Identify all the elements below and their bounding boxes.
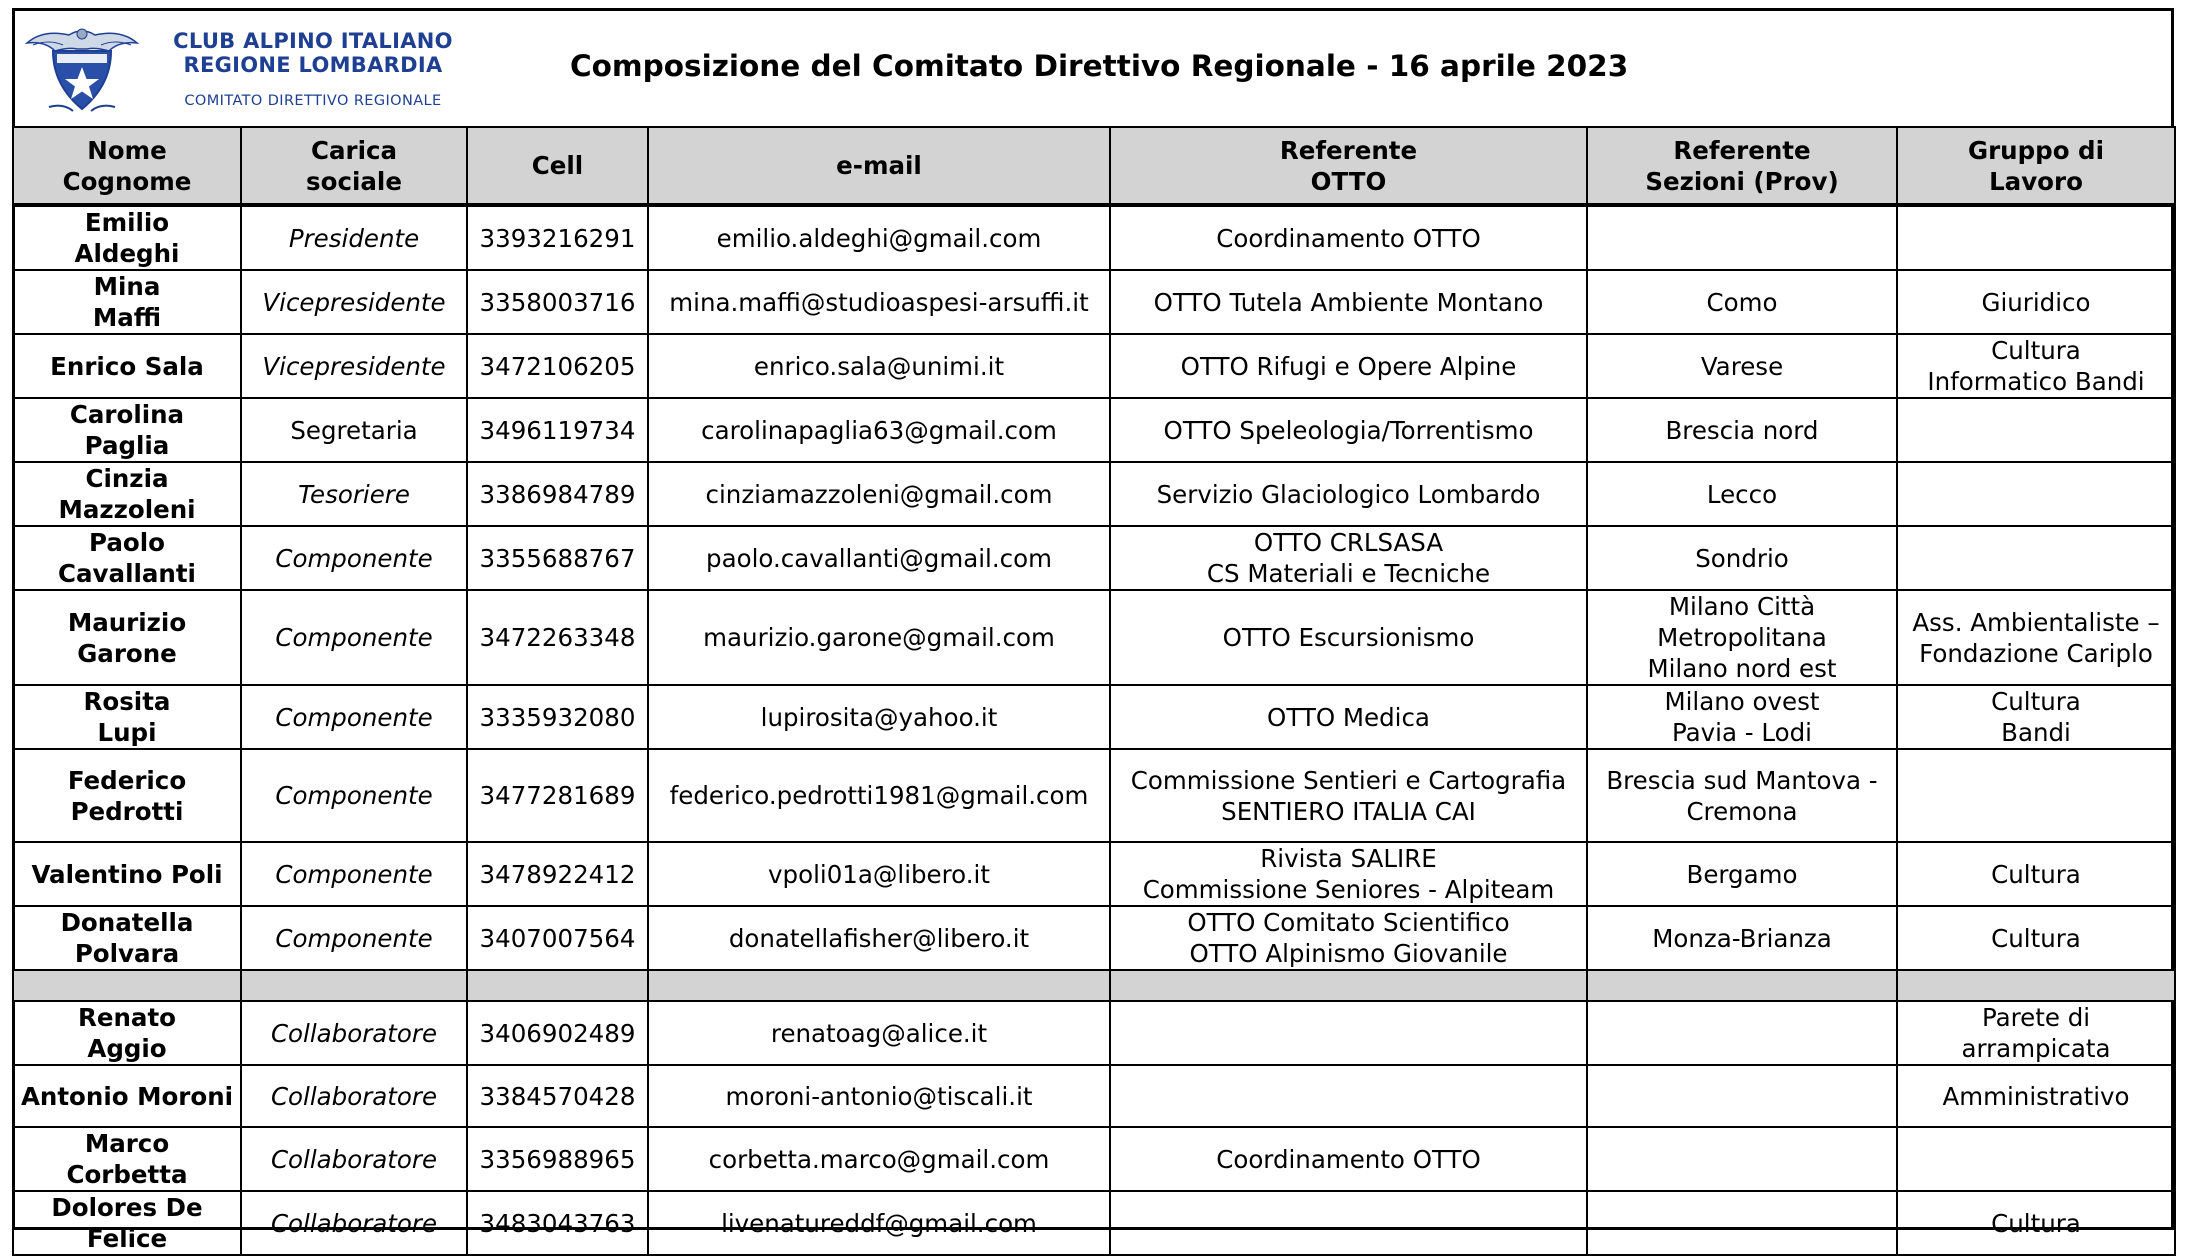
member-email: mina.maffi@studioaspesi-arsuffi.it xyxy=(648,270,1110,334)
member-sezioni: Varese xyxy=(1587,334,1897,398)
member-name: Enrico Sala xyxy=(13,334,241,398)
member-otto: OTTO Tutela Ambiente Montano xyxy=(1110,270,1587,334)
member-sezioni: Sondrio xyxy=(1587,526,1897,590)
column-header-role: Carica sociale xyxy=(241,127,467,205)
table-row xyxy=(13,1127,2175,1191)
column-header-name: Nome Cognome xyxy=(13,127,241,205)
collaborator-gruppo xyxy=(1897,1127,2175,1191)
member-email: carolinapaglia63@gmail.com xyxy=(648,398,1110,462)
collaborator-cell: 3384570428 xyxy=(467,1065,648,1127)
separator-cell xyxy=(1587,970,1897,1001)
member-role: Componente xyxy=(241,906,467,970)
organization-name xyxy=(158,29,468,109)
collaborator-sezioni xyxy=(1587,1191,1897,1255)
collaborator-role: Collaboratore xyxy=(241,1191,467,1255)
table-row xyxy=(13,270,2175,334)
collaborator-otto: Coordinamento OTTO xyxy=(1110,1127,1587,1191)
collaborator-gruppo: Amministrativo xyxy=(1897,1065,2175,1127)
table-row xyxy=(13,842,2175,906)
member-sezioni: Bergamo xyxy=(1587,842,1897,906)
collaborator-sezioni xyxy=(1587,1127,1897,1191)
member-email: federico.pedrotti1981@gmail.com xyxy=(648,749,1110,842)
table-row xyxy=(13,1001,2175,1065)
member-name: Emilio Aldeghi xyxy=(13,205,241,270)
document-sheet xyxy=(12,8,2174,1253)
collaborator-cell: 3483043763 xyxy=(467,1191,648,1255)
collaborator-gruppo: Parete di arrampicata xyxy=(1897,1001,2175,1065)
member-sezioni: Como xyxy=(1587,270,1897,334)
member-otto: OTTO Medica xyxy=(1110,685,1587,749)
collaborator-name: Renato Aggio xyxy=(13,1001,241,1065)
member-otto: Commissione Sentieri e Cartografia SENTIERO ITALIA CAI xyxy=(1110,749,1587,842)
member-gruppo: Ass. Ambientaliste – Fondazione Cariplo xyxy=(1897,590,2175,685)
collaborator-otto xyxy=(1110,1001,1587,1065)
member-role: Componente xyxy=(241,842,467,906)
member-role: Vicepresidente xyxy=(241,270,467,334)
collaborator-name: Marco Corbetta xyxy=(13,1127,241,1191)
member-gruppo xyxy=(1897,398,2175,462)
table-row xyxy=(13,1065,2175,1127)
member-cell: 3472106205 xyxy=(467,334,648,398)
member-email: paolo.cavallanti@gmail.com xyxy=(648,526,1110,590)
collaborator-email: renatoag@alice.it xyxy=(648,1001,1110,1065)
member-role: Presidente xyxy=(241,205,467,270)
org-subtitle: COMITATO DIRETTIVO REGIONALE xyxy=(184,93,442,109)
member-cell: 3335932080 xyxy=(467,685,648,749)
member-gruppo xyxy=(1897,526,2175,590)
member-name: Cinzia Mazzoleni xyxy=(13,462,241,526)
member-cell: 3386984789 xyxy=(467,462,648,526)
collaborator-name: Dolores De Felice xyxy=(13,1191,241,1255)
member-otto: Coordinamento OTTO xyxy=(1110,205,1587,270)
member-gruppo xyxy=(1897,462,2175,526)
org-name-line1: CLUB ALPINO ITALIANO xyxy=(173,29,453,53)
member-email: lupirosita@yahoo.it xyxy=(648,685,1110,749)
member-role: Segretaria xyxy=(241,398,467,462)
member-cell: 3355688767 xyxy=(467,526,648,590)
member-cell: 3393216291 xyxy=(467,205,648,270)
separator-cell xyxy=(241,970,467,1001)
member-gruppo: Cultura Bandi xyxy=(1897,685,2175,749)
column-header-gruppo: Gruppo di Lavoro xyxy=(1897,127,2175,205)
collaborator-cell: 3356988965 xyxy=(467,1127,648,1191)
column-header-otto: Referente OTTO xyxy=(1110,127,1587,205)
member-gruppo: Cultura xyxy=(1897,842,2175,906)
member-email: vpoli01a@libero.it xyxy=(648,842,1110,906)
collaborator-email: corbetta.marco@gmail.com xyxy=(648,1127,1110,1191)
collaborator-name: Antonio Moroni xyxy=(13,1065,241,1127)
member-cell: 3478922412 xyxy=(467,842,648,906)
separator-row xyxy=(13,970,2175,1001)
member-role: Tesoriere xyxy=(241,462,467,526)
column-header-cell: Cell xyxy=(467,127,648,205)
committee-table xyxy=(12,126,2176,1256)
member-sezioni xyxy=(1587,205,1897,270)
member-cell: 3407007564 xyxy=(467,906,648,970)
table-row xyxy=(13,1191,2175,1255)
member-name: Donatella Polvara xyxy=(13,906,241,970)
member-gruppo xyxy=(1897,749,2175,842)
collaborator-otto xyxy=(1110,1065,1587,1127)
member-role: Componente xyxy=(241,590,467,685)
member-gruppo xyxy=(1897,205,2175,270)
member-sezioni: Milano ovest Pavia - Lodi xyxy=(1587,685,1897,749)
member-sezioni: Brescia sud Mantova - Cremona xyxy=(1587,749,1897,842)
member-sezioni: Monza-Brianza xyxy=(1587,906,1897,970)
table-row xyxy=(13,334,2175,398)
member-otto: OTTO Speleologia/Torrentismo xyxy=(1110,398,1587,462)
org-name-line2: REGIONE LOMBARDIA xyxy=(183,53,443,77)
member-sezioni: Milano Città Metropolitana Milano nord est xyxy=(1587,590,1897,685)
member-gruppo: Cultura Informatico Bandi xyxy=(1897,334,2175,398)
table-row xyxy=(13,685,2175,749)
table-row xyxy=(13,906,2175,970)
member-otto: OTTO Rifugi e Opere Alpine xyxy=(1110,334,1587,398)
table-row xyxy=(13,398,2175,462)
member-role: Componente xyxy=(241,685,467,749)
separator-cell xyxy=(13,970,241,1001)
member-otto: Servizio Glaciologico Lombardo xyxy=(1110,462,1587,526)
member-name: Maurizio Garone xyxy=(13,590,241,685)
cai-eagle-star-logo-icon xyxy=(23,21,141,121)
member-sezioni: Brescia nord xyxy=(1587,398,1897,462)
member-cell: 3477281689 xyxy=(467,749,648,842)
collaborator-role: Collaboratore xyxy=(241,1065,467,1127)
member-name: Valentino Poli xyxy=(13,842,241,906)
member-email: donatellafisher@libero.it xyxy=(648,906,1110,970)
table-row xyxy=(13,749,2175,842)
table-row xyxy=(13,462,2175,526)
collaborator-sezioni xyxy=(1587,1001,1897,1065)
table-row xyxy=(13,205,2175,270)
table-row xyxy=(13,590,2175,685)
collaborator-cell: 3406902489 xyxy=(467,1001,648,1065)
member-role: Componente xyxy=(241,749,467,842)
member-name: Carolina Paglia xyxy=(13,398,241,462)
separator-cell xyxy=(1110,970,1587,1001)
collaborator-role: Collaboratore xyxy=(241,1001,467,1065)
collaborator-email: moroni-antonio@tiscali.it xyxy=(648,1065,1110,1127)
member-gruppo: Giuridico xyxy=(1897,270,2175,334)
member-name: Mina Maffi xyxy=(13,270,241,334)
separator-cell xyxy=(1897,970,2175,1001)
collaborator-role: Collaboratore xyxy=(241,1127,467,1191)
collaborator-gruppo: Cultura xyxy=(1897,1191,2175,1255)
collaborator-otto xyxy=(1110,1191,1587,1255)
collaborator-email: livenatureddf@gmail.com xyxy=(648,1191,1110,1255)
column-header-email: e-mail xyxy=(648,127,1110,205)
member-sezioni: Lecco xyxy=(1587,462,1897,526)
member-email: maurizio.garone@gmail.com xyxy=(648,590,1110,685)
member-cell: 3496119734 xyxy=(467,398,648,462)
member-email: cinziamazzoleni@gmail.com xyxy=(648,462,1110,526)
page-title: Composizione del Comitato Direttivo Regionale - 16 aprile 2023 xyxy=(570,49,1629,83)
separator-cell xyxy=(648,970,1110,1001)
member-otto: OTTO CRLSASA CS Materiali e Tecniche xyxy=(1110,526,1587,590)
collaborator-sezioni xyxy=(1587,1065,1897,1127)
member-name: Paolo Cavallanti xyxy=(13,526,241,590)
member-email: emilio.aldeghi@gmail.com xyxy=(648,205,1110,270)
table-row xyxy=(13,526,2175,590)
column-header-sezioni: Referente Sezioni (Prov) xyxy=(1587,127,1897,205)
member-otto: OTTO Escursionismo xyxy=(1110,590,1587,685)
member-role: Vicepresidente xyxy=(241,334,467,398)
member-gruppo: Cultura xyxy=(1897,906,2175,970)
document-header xyxy=(15,11,2171,126)
member-cell: 3358003716 xyxy=(467,270,648,334)
member-name: Federico Pedrotti xyxy=(13,749,241,842)
separator-cell xyxy=(467,970,648,1001)
member-otto: OTTO Comitato Scientifico OTTO Alpinismo Giovanile xyxy=(1110,906,1587,970)
member-otto: Rivista SALIRE Commissione Seniores - Alpiteam xyxy=(1110,842,1587,906)
table-header-row xyxy=(13,127,2175,205)
member-name: Rosita Lupi xyxy=(13,685,241,749)
member-cell: 3472263348 xyxy=(467,590,648,685)
member-email: enrico.sala@unimi.it xyxy=(648,334,1110,398)
member-role: Componente xyxy=(241,526,467,590)
